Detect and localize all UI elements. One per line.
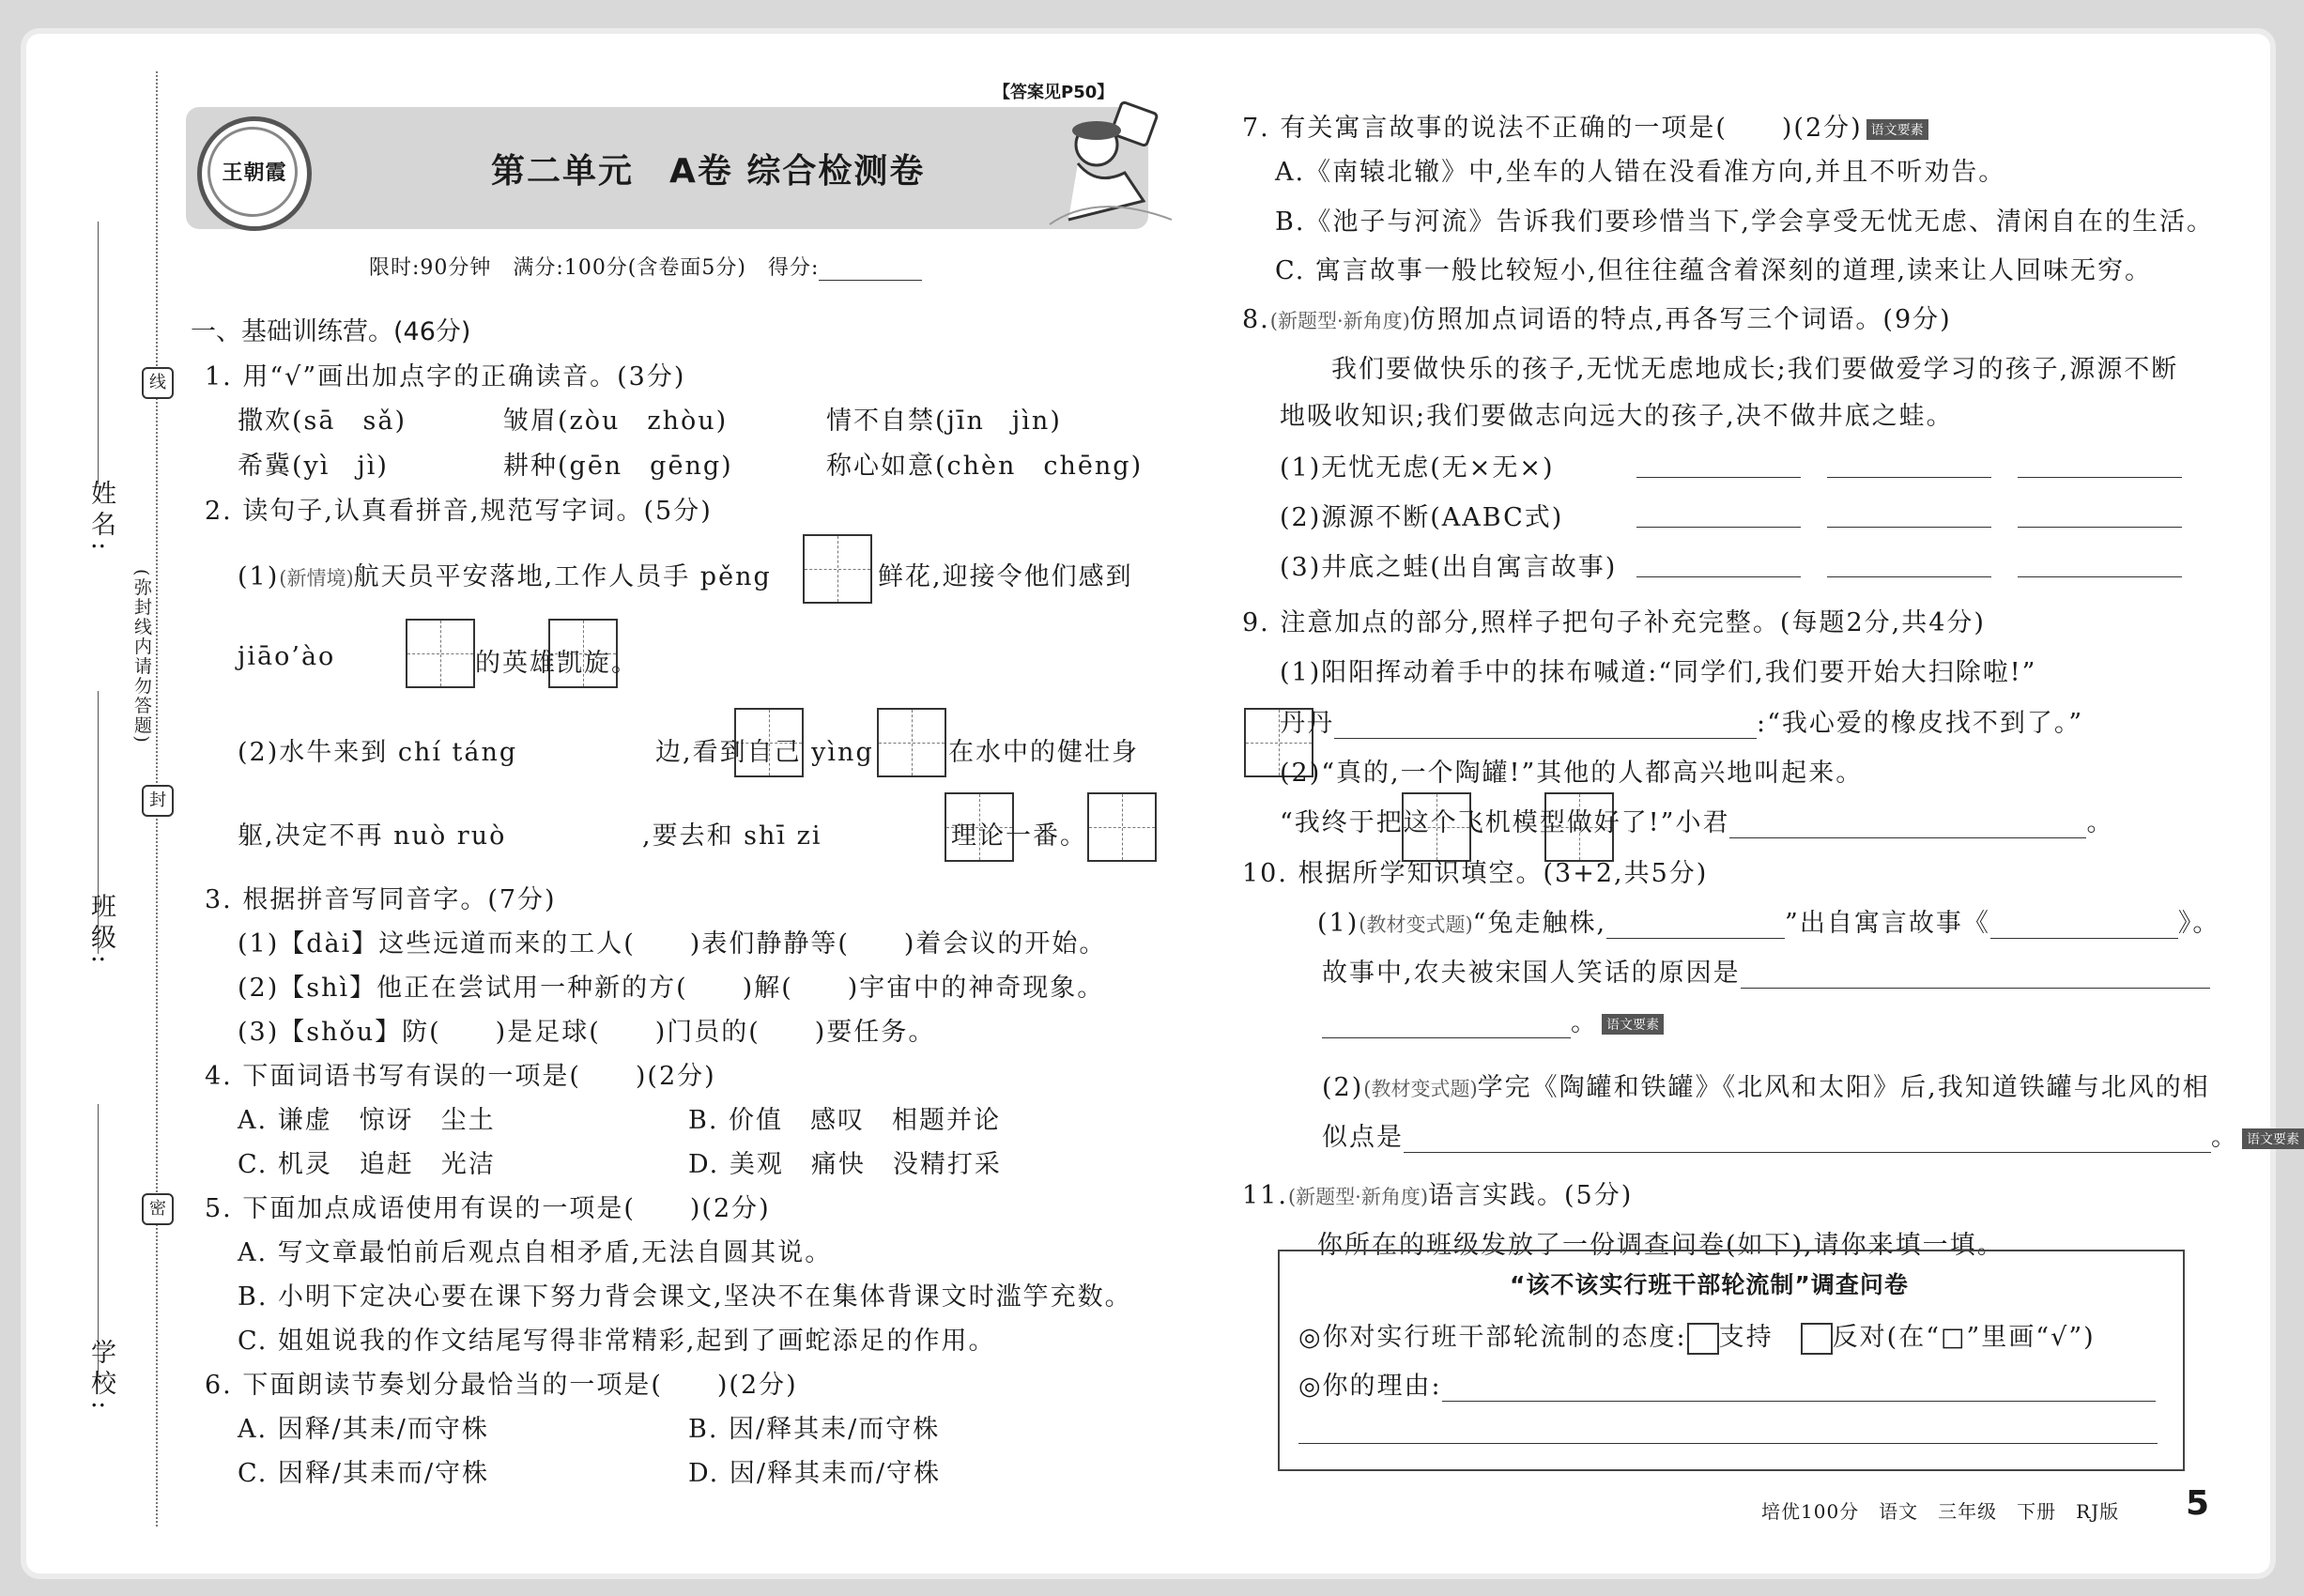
q8-blank-2a[interactable]	[1636, 502, 1801, 528]
q3-line-3[interactable]: (3)【shǒu】防( )是足球( )门员的( )要任务。	[238, 1018, 936, 1047]
q8-blank-1a[interactable]	[1636, 453, 1801, 478]
q8-blank-2c[interactable]	[2018, 502, 2182, 528]
survey-reason-line-2[interactable]	[1298, 1419, 2158, 1444]
q2-line-3-mid: 边,看到自己 yìng	[655, 738, 874, 767]
answer-reference: 【答案见P50】	[993, 83, 1114, 102]
seal-seal: 封	[142, 785, 174, 817]
name-line	[98, 222, 99, 484]
survey-title: “该不该实行班干部轮流制”调查问卷	[1510, 1271, 1909, 1298]
q5-title: 5. 下面加点成语使用有误的一项是( )(2分)	[205, 1194, 771, 1223]
seal-line: 线	[142, 367, 174, 399]
q10-blank-4[interactable]	[1322, 1013, 1571, 1038]
q10-line-5: 似点是 。 语文要素	[1322, 1116, 2304, 1153]
q1-title: 1. 用“√”画出加点字的正确读音。(3分)	[205, 362, 686, 391]
seal-secret: 密	[142, 1193, 174, 1225]
q6-option-c[interactable]: C. 因释/其耒而/守株	[238, 1459, 490, 1488]
q2-writing-box-jiao[interactable]	[406, 619, 475, 688]
q1-item-3[interactable]: 情不自禁(jīn jìn)	[826, 407, 1062, 436]
cartoon-illustration	[1040, 98, 1181, 229]
q9-blank-1[interactable]	[1334, 714, 1757, 739]
q1-item-2[interactable]: 皱眉(zòu zhòu)	[503, 407, 729, 436]
q2-line-3-end: 在水中的健壮身	[948, 738, 1139, 767]
q8-sub-1: (1)无忧无虑(无×无×)	[1280, 453, 1555, 483]
q2-line-1: (1)(新情境)航天员平安落地,工作人员手 pěng	[238, 562, 772, 591]
no-answer-note: (弥封线内请勿答题)	[131, 569, 152, 744]
q6-option-b[interactable]: B. 因/释其耒/而守株	[688, 1415, 941, 1444]
q8-passage-line-1: 我们要做快乐的孩子,无忧无虑地成长;我们要做爱学习的孩子,源源不断	[1331, 355, 2179, 384]
q5-option-c[interactable]: C. 姐姐说我的作文结尾写得非常精彩,起到了画蛇添足的作用。	[238, 1327, 996, 1356]
q8-blank-3a[interactable]	[1636, 552, 1801, 577]
q11-intro: 你所在的班级发放了一份调查问卷(如下),请你来填一填。	[1317, 1231, 2004, 1260]
q10-line-3: 。 语文要素	[1322, 1002, 1664, 1038]
footer-book-info: 培优100分 语文 三年级 下册 RJ版	[1761, 1500, 2120, 1523]
q9-example: (1)阳阳挥动着手中的抹布喊道:“同学们,我们要开始大扫除啦!”	[1280, 658, 2037, 687]
q2-line-1-end: 鲜花,迎接令他们感到	[878, 562, 1133, 591]
q2-writing-box-ruo[interactable]	[1087, 792, 1157, 862]
q5-option-a[interactable]: A. 写文章最怕前后观点自相矛盾,无法自圆其说。	[238, 1238, 833, 1267]
survey-reason-row: ◎你的理由:	[1298, 1365, 2156, 1402]
q9-example-2: (2)“真的,一个陶罐!”其他的人都高兴地叫起来。	[1280, 759, 1864, 788]
q9-blank-2[interactable]	[1729, 813, 2086, 838]
exam-page	[26, 34, 2299, 1573]
q10-line-1: (1)(教材变式题)“兔走触株, ”出自寓言故事《 》。	[1317, 909, 2220, 938]
q7-option-b[interactable]: B.《池子与河流》告诉我们要珍惜当下,学会享受无忧无虑、清闲自在的生活。	[1275, 207, 2215, 237]
q7-option-a[interactable]: A.《南辕北辙》中,坐车的人错在没看准方向,并且不听劝告。	[1275, 158, 2006, 187]
page-number: 5	[2186, 1484, 2210, 1523]
q4-option-b[interactable]: B. 价值 感叹 相题并论	[688, 1106, 1002, 1135]
q8-blank-1c[interactable]	[2018, 453, 2182, 478]
class-label: 班级:	[86, 893, 115, 970]
q10-blank-1[interactable]	[1606, 913, 1785, 939]
q8-blank-2b[interactable]	[1827, 502, 1991, 528]
logo-seal	[197, 116, 312, 231]
q4-option-d[interactable]: D. 美观 痛快 没精打采	[688, 1150, 1002, 1179]
q10-blank-3[interactable]	[1741, 963, 2210, 989]
q2-line-2-pinyin: jiāo’ào	[238, 642, 336, 671]
q3-line-1[interactable]: (1)【dài】这些远道而来的工人( )表们静静等( )着会议的开始。	[238, 929, 1107, 959]
q2-writing-box-tang[interactable]	[877, 708, 946, 777]
q11-title: 11.(新题型·新角度)语言实践。(5分)	[1242, 1181, 1634, 1210]
q9-line-4: “我终于把这个飞机模型做好了!”小君 。	[1280, 808, 2114, 837]
q8-blank-3b[interactable]	[1827, 552, 1991, 577]
q1-item-6[interactable]: 称心如意(chèn chēng)	[826, 452, 1144, 481]
q10-line-2: 故事中,农夫被宋国人笑话的原因是	[1322, 952, 2210, 989]
q1-item-4[interactable]: 希冀(yì jì)	[238, 452, 389, 481]
q1-item-1[interactable]: 撒欢(sā sǎ)	[238, 407, 407, 436]
support-checkbox[interactable]	[1687, 1323, 1719, 1355]
q3-title: 3. 根据拼音写同音字。(7分)	[205, 885, 557, 914]
q10-title: 10. 根据所学知识填空。(3+2,共5分)	[1242, 859, 1709, 888]
q2-line-4-end: 理论一番。	[951, 821, 1087, 851]
q6-title: 6. 下面朗读节奏划分最恰当的一项是( )(2分)	[205, 1371, 798, 1400]
q4-title: 4. 下面词语书写有误的一项是( )(2分)	[205, 1062, 716, 1091]
page-title: 第二单元 A卷 综合检测卷	[491, 152, 926, 191]
q2-line-3-start: (2)水牛来到 chí táng	[238, 738, 518, 767]
survey-reason-line-1[interactable]	[1442, 1376, 2156, 1402]
q5-option-b[interactable]: B. 小明下定决心要在课下努力背会课文,坚决不在集体背课文时滥竽充数。	[238, 1282, 1132, 1312]
q6-option-a[interactable]: A. 因释/其耒/而守株	[238, 1415, 489, 1444]
q1-item-5[interactable]: 耕种(gēn gēng)	[503, 452, 733, 481]
q8-sub-3: (3)井底之蛙(出自寓言故事)	[1280, 553, 1618, 582]
logo-text: 王朝霞	[222, 161, 287, 185]
section-1-heading: 一、基础训练营。(46分)	[191, 317, 471, 346]
q9-line-2: 丹丹 :“我心爱的橡皮找不到了。”	[1280, 709, 2084, 738]
q10-line-4: (2)(教材变式题)学完《陶罐和铁罐》《北风和太阳》后,我知道铁罐与北风的相	[1322, 1073, 2210, 1102]
q6-option-d[interactable]: D. 因/释其耒而/守株	[688, 1459, 942, 1488]
q2-title: 2. 读句子,认真看拼音,规范写字词。(5分)	[205, 497, 713, 526]
exam-meta: 限时:90分钟 满分:100分(含卷面5分) 得分:	[369, 252, 922, 281]
q8-passage-line-2: 地吸收知识;我们要做志向远大的孩子,决不做井底之蛙。	[1280, 402, 1954, 431]
q9-title: 9. 注意加点的部分,照样子把句子补充完整。(每题2分,共4分)	[1242, 608, 1986, 637]
name-label: 姓名:	[86, 480, 115, 557]
q8-title: 8.(新题型·新角度)仿照加点词语的特点,再各写三个词语。(9分)	[1242, 305, 1952, 334]
q3-line-2[interactable]: (2)【shì】他正在尝试用一种新的方( )解( )宇宙中的神奇现象。	[238, 974, 1105, 1003]
q4-option-a[interactable]: A. 谦虚 惊讶 尘土	[238, 1106, 496, 1135]
q2-line-4-start: 躯,决定不再 nuò ruò	[238, 821, 507, 851]
school-label: 学校:	[86, 1339, 115, 1416]
q2-line-4-mid: ,要去和 shī zi	[642, 821, 822, 851]
school-line	[98, 1104, 99, 1376]
q4-option-c[interactable]: C. 机灵 追赶 光洁	[238, 1150, 496, 1179]
q2-writing-box-peng[interactable]	[803, 534, 872, 604]
q2-line-2-end: 的英雄凯旋。	[475, 649, 638, 678]
q8-sub-2: (2)源源不断(AABC式)	[1280, 503, 1564, 532]
q7-title: 7. 有关寓言故事的说法不正确的一项是( )(2分) 语文要素	[1242, 107, 1928, 144]
survey-attitude-row: ◎你对实行班干部轮流制的态度: 支持 反对(在“□”里画“√”)	[1298, 1316, 2096, 1355]
oppose-checkbox[interactable]	[1801, 1323, 1833, 1355]
q10-blank-2[interactable]	[1990, 913, 2178, 939]
q7-option-c[interactable]: C. 寓言故事一般比较短小,但往往蕴含着深刻的道理,读来让人回味无穷。	[1275, 256, 2153, 285]
q8-blank-3c[interactable]	[2018, 552, 2182, 577]
q8-blank-1b[interactable]	[1827, 453, 1991, 478]
q10-blank-5[interactable]	[1404, 1128, 2211, 1153]
